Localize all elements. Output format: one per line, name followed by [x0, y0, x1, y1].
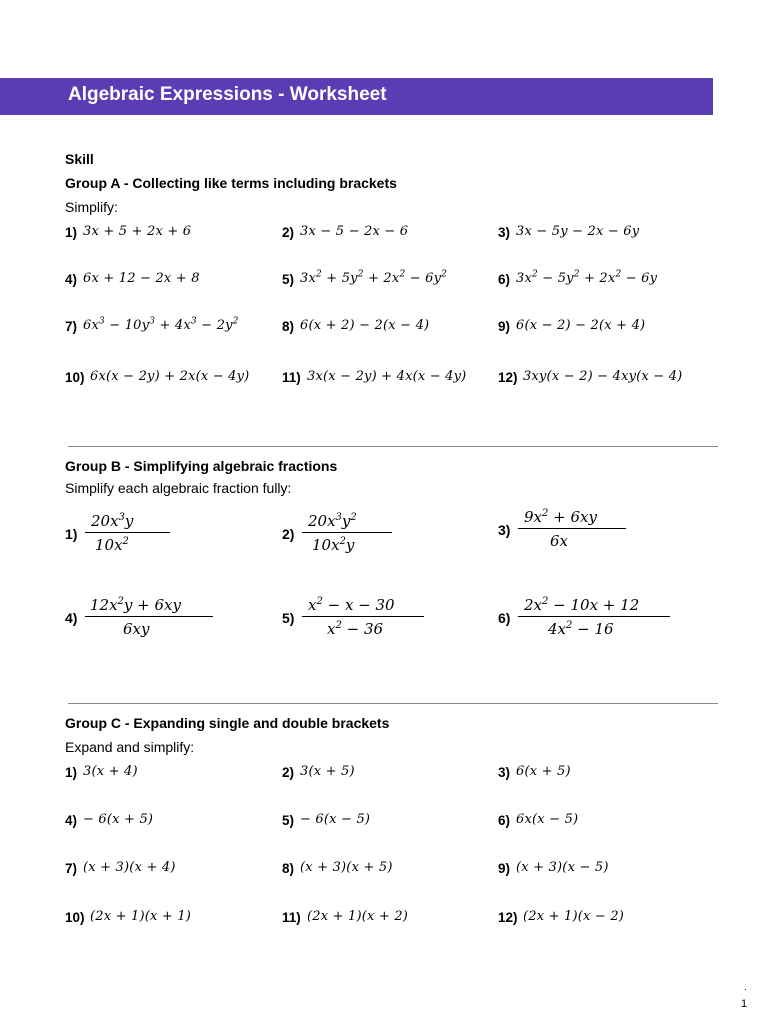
- question-expression: $3x^2 - 5y^2 + 2x^2 - 6y$: [516, 269, 658, 286]
- group-c-instruction: Expand and simplify:: [65, 739, 195, 755]
- question-expression: 6x(x − 2y) + 2x(x − 4y): [90, 369, 250, 384]
- fraction-denominator: $10x^2y$: [312, 536, 355, 554]
- fraction-bar: [85, 616, 213, 617]
- fraction-bar: [518, 528, 626, 529]
- question-number: 3): [498, 765, 511, 780]
- question-number: 11): [282, 910, 301, 925]
- question-number: 5): [282, 610, 295, 626]
- question-expression: 3x − 5y − 2x − 6y: [516, 224, 640, 239]
- question-number: 6): [498, 813, 511, 828]
- question-number: 8): [282, 319, 295, 334]
- question-expression: 3(x + 5): [300, 764, 355, 779]
- question-expression: 3xy(x − 2) − 4xy(x − 4): [523, 369, 683, 384]
- question-number: 1): [65, 225, 78, 240]
- fraction-denominator: $x^2 - 36$: [327, 620, 384, 638]
- section-divider: [68, 446, 718, 447]
- question-number: 2): [282, 526, 295, 542]
- group-c-title: Group C - Expanding single and double brackets: [65, 715, 390, 731]
- skill-label: Skill: [65, 151, 94, 167]
- fraction-numerator: $2x^2 - 10x + 12$: [524, 596, 640, 614]
- fraction-numerator: $20x^3y^2$: [308, 512, 357, 530]
- question-expression: 6(x + 2) − 2(x − 4): [300, 318, 430, 333]
- fraction-item: [65, 594, 245, 646]
- fraction-bar: [302, 616, 424, 617]
- fraction-denominator: 6xy: [123, 620, 150, 638]
- fraction-item: [282, 510, 462, 562]
- fraction-item: [498, 506, 678, 558]
- question-expression: 3x(x − 2y) + 4x(x − 4y): [307, 369, 467, 384]
- question-number: 5): [282, 272, 295, 287]
- fraction-item: [498, 594, 678, 646]
- question-number: 4): [65, 272, 78, 287]
- question-number: 3): [498, 522, 511, 538]
- question-expression: 3x − 5 − 2x − 6: [300, 224, 409, 239]
- question-number: 2): [282, 225, 295, 240]
- question-expression: 3x + 5 + 2x + 6: [83, 224, 192, 239]
- fraction-denominator: $4x^2 - 16$: [548, 620, 614, 638]
- section-divider: [68, 703, 718, 704]
- question-expression: (x + 3)(x − 5): [516, 860, 609, 875]
- question-expression: $3x^2 + 5y^2 + 2x^2 - 6y^2$: [300, 269, 448, 286]
- question-expression: (2x + 1)(x − 2): [523, 909, 625, 924]
- group-a-title: Group A - Collecting like terms including brackets: [65, 175, 397, 191]
- question-number: 8): [282, 861, 295, 876]
- question-number: 7): [65, 319, 78, 334]
- question-expression: (2x + 1)(x + 2): [307, 909, 409, 924]
- fraction-item: [65, 510, 245, 562]
- fraction-item: [282, 594, 462, 646]
- question-number: 7): [65, 861, 78, 876]
- fraction-numerator: $9x^2 + 6xy$: [524, 508, 597, 526]
- question-number: 10): [65, 370, 85, 385]
- fraction-denominator: 6x: [550, 532, 569, 550]
- question-number: 12): [498, 910, 518, 925]
- question-number: 1): [65, 765, 78, 780]
- fraction-numerator: $20x^3y$: [91, 512, 134, 530]
- question-number: 4): [65, 813, 78, 828]
- question-number: 6): [498, 610, 511, 626]
- fraction-bar: [302, 532, 392, 533]
- group-a-instruction: Simplify:: [65, 199, 118, 215]
- question-expression: 6(x − 2) − 2(x + 4): [516, 318, 646, 333]
- question-expression: (x + 3)(x + 5): [300, 860, 393, 875]
- fraction-bar: [85, 532, 170, 533]
- page-title: Algebraic Expressions - Worksheet: [68, 84, 387, 105]
- question-expression: 6x(x − 5): [516, 812, 579, 827]
- question-expression: 6(x + 5): [516, 764, 571, 779]
- question-number: 12): [498, 370, 518, 385]
- question-number: 9): [498, 861, 511, 876]
- question-expression: − 6(x + 5): [83, 812, 154, 827]
- footer-dot: .: [744, 982, 747, 993]
- question-number: 4): [65, 610, 78, 626]
- question-expression: − 6(x − 5): [300, 812, 371, 827]
- question-expression: 3(x + 4): [83, 764, 138, 779]
- question-number: 2): [282, 765, 295, 780]
- question-number: 1): [65, 526, 78, 542]
- question-number: 11): [282, 370, 301, 385]
- fraction-numerator: $12x^2y + 6xy$: [90, 596, 181, 614]
- question-expression: (2x + 1)(x + 1): [90, 909, 192, 924]
- question-number: 5): [282, 813, 295, 828]
- fraction-denominator: $10x^2$: [95, 536, 129, 554]
- title-banner: [0, 78, 713, 115]
- question-expression: $6x^3 - 10y^3 + 4x^3 - 2y^2$: [83, 316, 239, 333]
- group-b-instruction: Simplify each algebraic fraction fully:: [65, 480, 292, 496]
- fraction-numerator: $x^2 - x - 30$: [308, 596, 395, 614]
- question-expression: 6x + 12 − 2x + 8: [83, 271, 200, 286]
- question-expression: (x + 3)(x + 4): [83, 860, 176, 875]
- fraction-bar: [518, 616, 670, 617]
- group-b-title: Group B - Simplifying algebraic fractions: [65, 458, 338, 474]
- question-number: 10): [65, 910, 85, 925]
- page-number: 1: [741, 998, 748, 1010]
- question-number: 9): [498, 319, 511, 334]
- question-number: 6): [498, 272, 511, 287]
- question-number: 3): [498, 225, 511, 240]
